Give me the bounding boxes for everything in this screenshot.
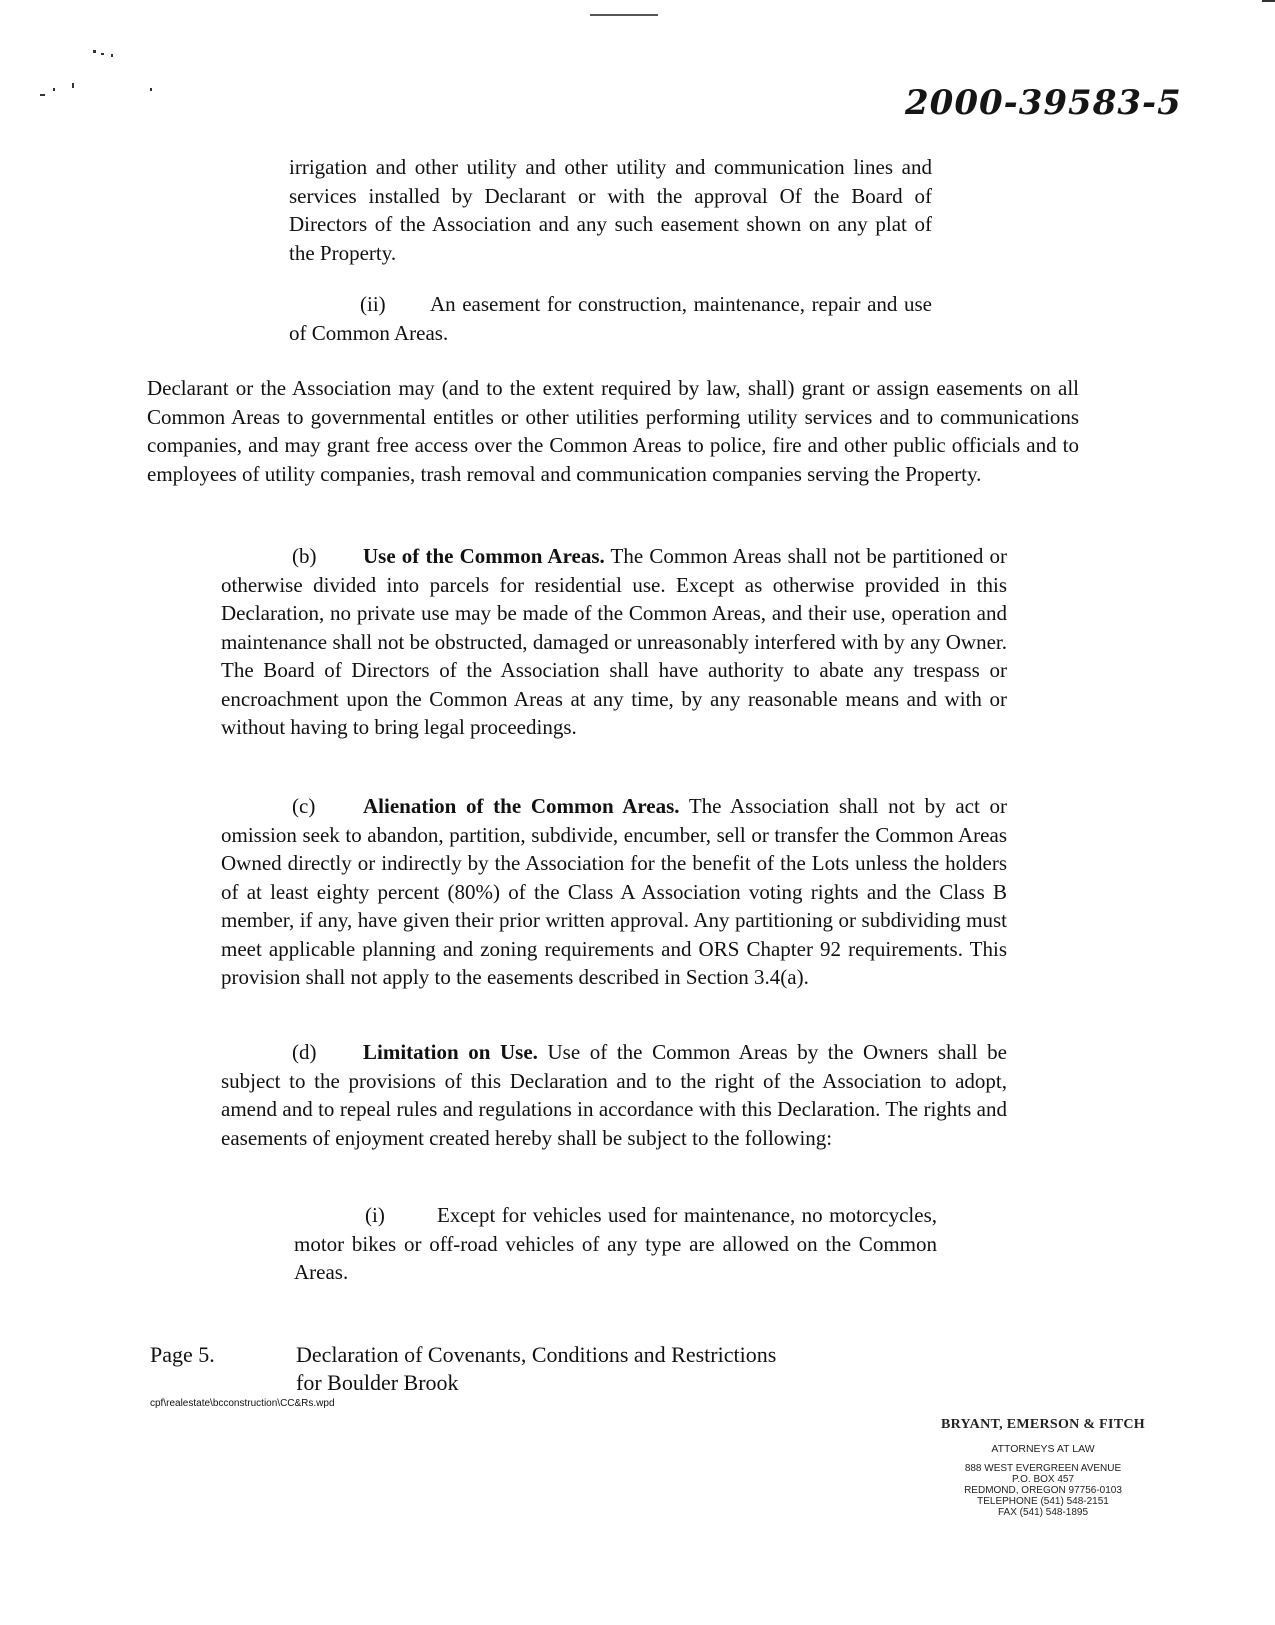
scan-speck <box>111 54 113 57</box>
section-heading: Limitation on Use. <box>363 1040 538 1064</box>
section-label: (b) <box>292 544 317 568</box>
document-title-line2: for Boulder Brook <box>296 1370 459 1395</box>
item-label: (i) <box>365 1203 385 1227</box>
section-c-alienation <box>221 792 1007 992</box>
top-scan-line <box>590 14 658 16</box>
item-text: Except for vehicles used for maintenance, no motorcycles, motor bikes or off-road vehicles of any type are allowed on the Common Areas. <box>294 1203 937 1284</box>
document-title-line1: Declaration of Covenants, Conditions and Restrictions <box>296 1342 777 1367</box>
scan-speck <box>93 50 96 53</box>
scan-speck <box>53 88 55 91</box>
firm-name: BRYANT, EMERSON & FITCH <box>941 1417 1145 1432</box>
paragraph-easement-continued: irrigation and other utility and other utility and communication lines and services installed by Declarant or with the approval Of the Board of Directors of the Association and any such easement shown on any plat of the Property. <box>289 155 932 265</box>
section-text: The Association shall not by act or omission seek to abandon, partition, subdivide, encumber, sell or transfer the Common Areas Owned directly or indirectly by the Association for the benefit of the Lots unless the holders of at least eighty percent (80%) of the Class A Association voting rights and the Class B member, if any, have given their prior written approval. Any partitioning or subdividing must meet applicable planning and zoning requirements and ORS Chapter 92 requirements. This provision shall not apply to the easements described in Section 3.4(a). <box>221 794 1007 989</box>
law-firm-block <box>920 1417 1166 1518</box>
paragraph-declarant-easements: Declarant or the Association may (and to the extent required by law, shall) grant or assign easements on all Common Areas to governmental entitles or other utilities performing utility services and to communications companies, and may grant free access over the Common Areas to police, fire and other public officials and to employees of utility companies, trash removal and communication companies serving the Property. <box>147 376 1079 486</box>
recording-stamp: 2000-39583-5 <box>905 83 1182 123</box>
firm-subtitle: ATTORNEYS AT LAW <box>991 1443 1095 1455</box>
firm-telephone: TELEPHONE (541) 548-2151 <box>977 1496 1109 1507</box>
subsection-i-vehicles <box>294 1201 937 1287</box>
section-text: The Common Areas shall not be partitioned or otherwise divided into parcels for residential use. Except as otherwise provided in this Declaration, no private use may be made of the Common Areas, and their use, operation and maintenance shall not be obstructed, damaged or unreasonably interfered with by any Owner. The Board of Directors of the Association shall have authority to abate any trespass or encroachment upon the Common Areas at any time, by any reasonable means and with or without having to bring legal proceedings. <box>221 544 1008 739</box>
section-label: (d) <box>292 1040 317 1064</box>
section-b-use-of-common-areas <box>221 542 1007 742</box>
scan-speck <box>1262 0 1275 2</box>
page-number: Page 5. <box>150 1342 215 1367</box>
item-label: (ii) <box>360 292 386 316</box>
scan-speck <box>72 83 74 88</box>
section-heading: Alienation of the Common Areas. <box>363 794 680 818</box>
firm-address-street: 888 WEST EVERGREEN AVENUE <box>964 1463 1122 1474</box>
section-d-limitation-on-use <box>221 1038 1007 1152</box>
file-path: cpf\realestate\bcconstruction\CC&Rs.wpd <box>150 1398 335 1409</box>
paragraph-easement-ii <box>289 290 932 347</box>
firm-address-city: REDMOND, OREGON 97756-0103 <box>964 1485 1122 1496</box>
scan-speck <box>101 53 104 55</box>
section-text: Use of the Common Areas by the Owners shall be subject to the provisions of this Declaration and to the right of the Association to adopt, amend and to repeal rules and regulations in accordance with this Declaration. The rights and easements of enjoyment created hereby shall be subject to the following: <box>221 1040 1007 1150</box>
scan-speck <box>150 88 152 91</box>
item-text: An easement for construction, maintenance, repair and use of Common Areas. <box>289 292 932 345</box>
firm-fax: FAX (541) 548-1895 <box>997 1507 1089 1518</box>
scan-speck <box>40 94 45 96</box>
section-heading: Use of the Common Areas. <box>363 544 605 568</box>
firm-address-po-box: P.O. BOX 457 <box>1011 1474 1075 1485</box>
section-label: (c) <box>292 794 316 818</box>
